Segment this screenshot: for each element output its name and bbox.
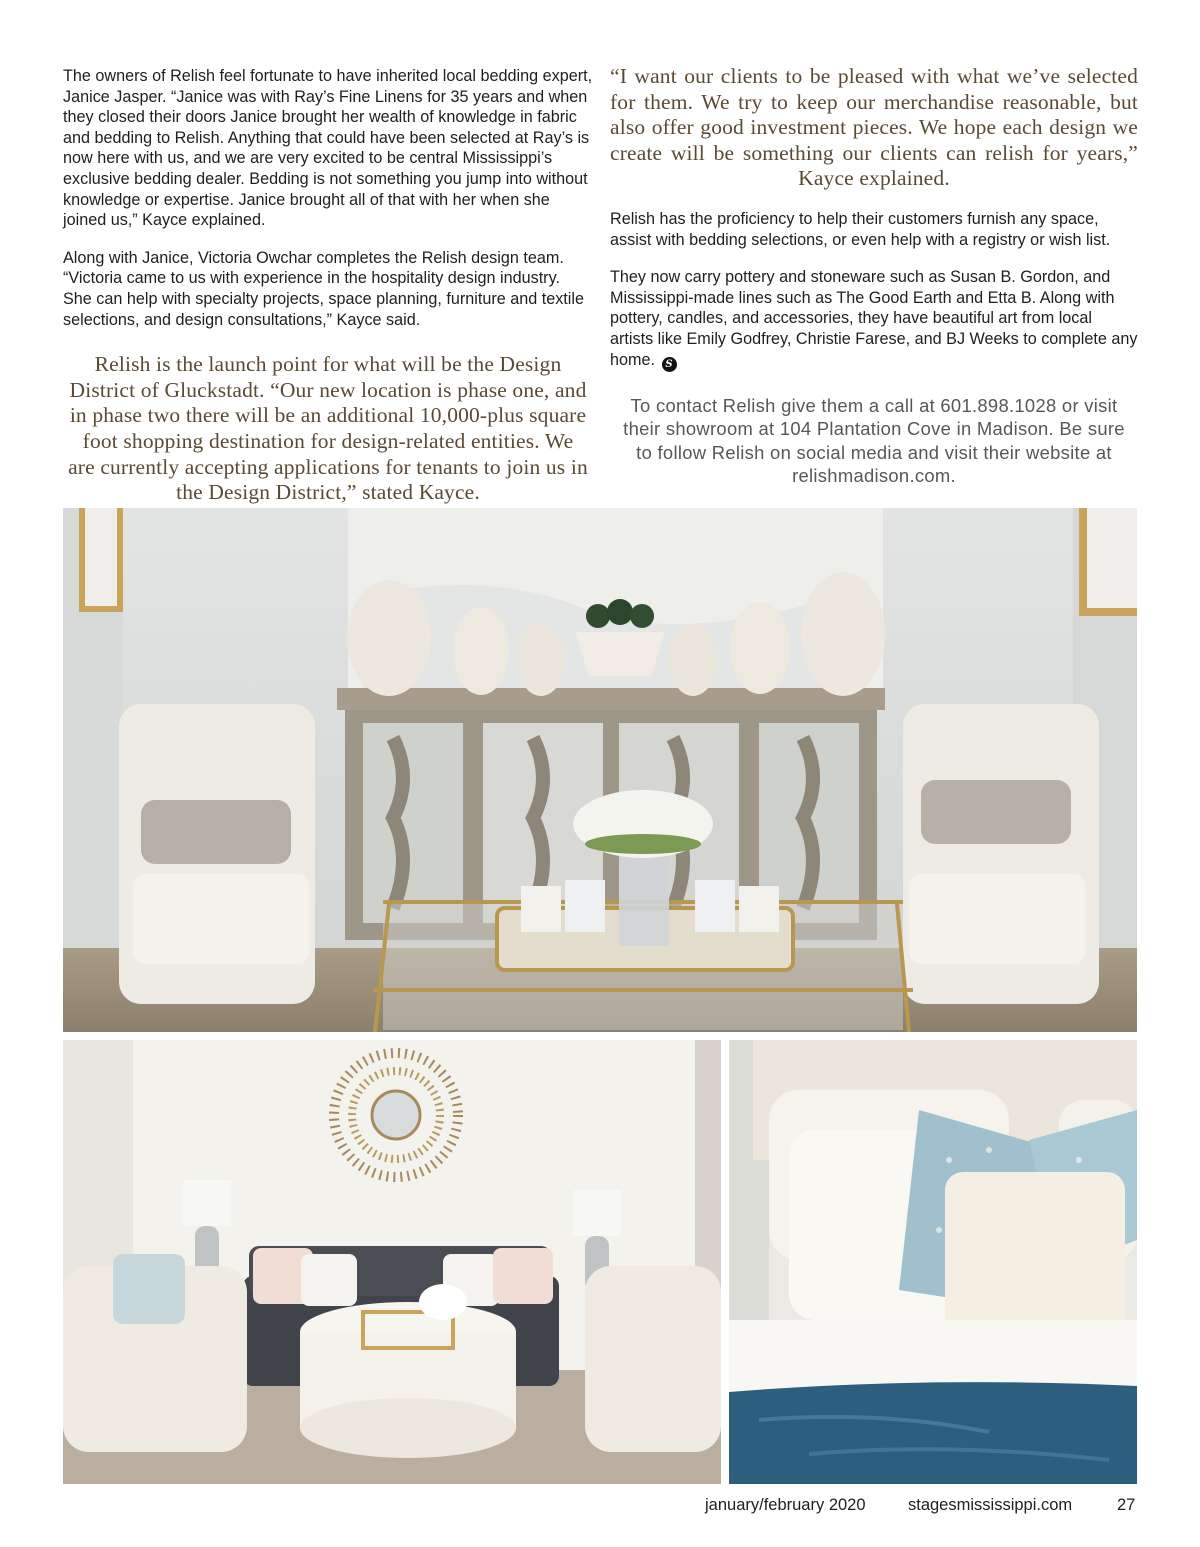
left-column [63, 66, 593, 506]
end-mark-icon: S [662, 357, 677, 372]
pull-quote-left: Relish is the launch point for what will be the Design District of Gluckstadt. “Our new location is phase one, and in phase two there will be an additional 10,000-plus square foot shopping destination for design-related entities. We are currently accepting applications for tenants to join us in the Design District,” stated Kayce. [68, 352, 588, 505]
body-paragraph: Relish has the proficiency to help their customers furnish any space, assist with bedding selections, or even help with a registry or wish list. [610, 209, 1111, 249]
photo-living-room [63, 1040, 721, 1484]
contact-info: To contact Relish give them a call at 601.898.1028 or visit their showroom at 104 Plantation Cove in Madison. Be sure to follow Relish on social media and visit their website at relishmadison.com. [623, 394, 1125, 487]
issue-date: january/february 2020 [705, 1496, 866, 1514]
pull-quote-right: “I want our clients to be pleased with what we’ve selected for them. We try to keep our merchandise reasonable, but also offer good investment pieces. We hope each design we create will be something our clients can relish for years,” Kayce explained. [610, 64, 1138, 191]
body-paragraph [610, 267, 1138, 371]
photo-sideboard-vignette [63, 508, 1137, 1032]
page-number: 27 [1117, 1496, 1136, 1514]
right-column [610, 64, 1138, 488]
website-link[interactable]: stagesmississippi.com [908, 1496, 1073, 1514]
body-paragraph-text: They now carry pottery and stoneware such as Susan B. Gordon, and Mississippi-made lines such as The Good Earth and Etta B. Along with pottery, candles, and accessories, they have beautiful art from local artists like Emily Godfrey, Christie Farese, and BJ Weeks to complete any home. [610, 268, 1138, 369]
body-paragraph: The owners of Relish feel fortunate to have inherited local bedding expert, Janice Jasper. “Janice was with Ray’s Fine Linens for 35 years and when they closed their doors Janice brought her wealth of knowledge in fabric and bedding to Relish. Anything that could have been selected at Ray’s is now here with us, and we are very excited to be central Mississippi’s exclusive bedding dealer. Bedding is not something you jump into without knowledge or expertise. Janice brought all of that with her when she joined us,” Kayce explained. [63, 67, 593, 230]
body-paragraph: Along with Janice, Victoria Owchar completes the Relish design team. “Victoria came to us with experience in the hospitality design industry. She can help with specialty projects, space planning, furniture and textile selections, and design consultations,” Kayce said. [63, 248, 585, 329]
page-footer [0, 1496, 1200, 1520]
photo-bedding [729, 1040, 1137, 1484]
